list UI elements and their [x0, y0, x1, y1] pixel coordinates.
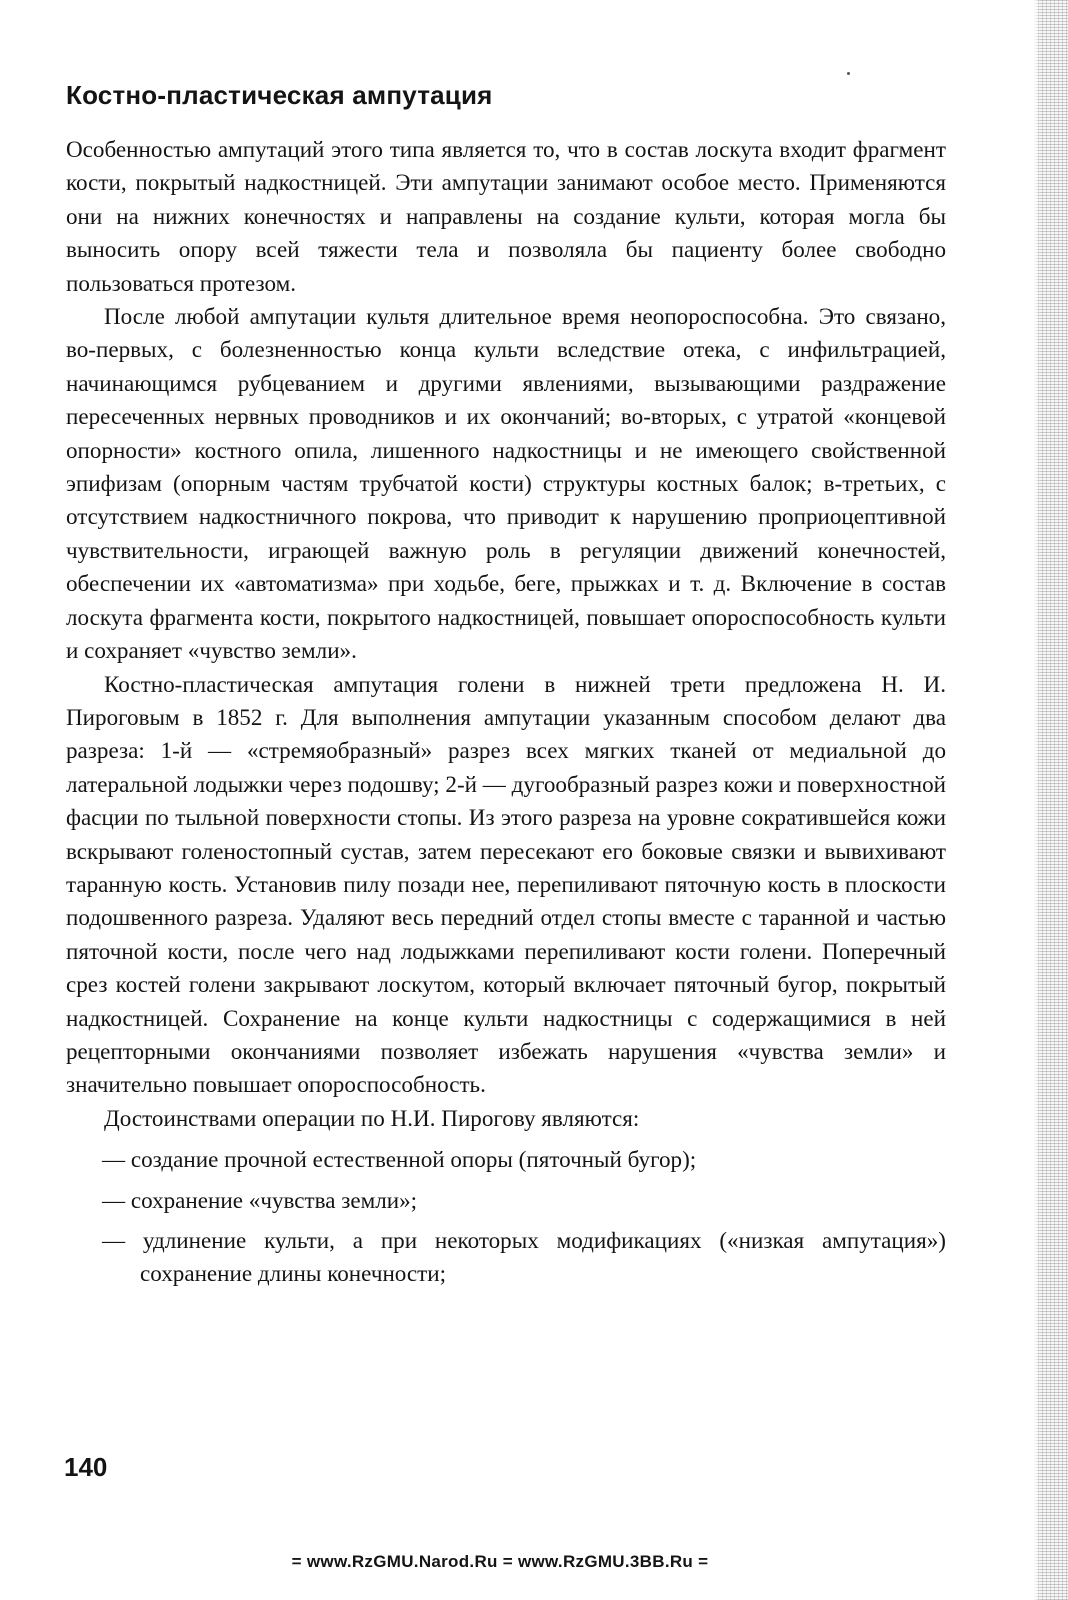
list-item: — удлинение культи, а при некоторых модификациях («низкая ампутация») сохранение длины конечности;	[102, 1227, 946, 1287]
page-content	[66, 80, 946, 1291]
paragraph-1: Особенностью ампутаций этого типа является то, что в состав лоскута входит фрагмент кости, покрытый надкостницей. Эти ампутации занимают особое место. Применяются они на нижних конечностях и направлены на создание культи, которая могла бы выносить опору всей тяжести тела и позволяла бы пациенту более свободно пользоваться протезом.	[66, 136, 946, 296]
advantages-list	[66, 1143, 946, 1291]
paragraph-4: Достоинствами операции по Н.И. Пирогову являются:	[104, 1104, 640, 1131]
page-number: 140	[64, 1452, 108, 1482]
paragraph-3: Костно-пластическая ампутация голени в нижней трети предложена Н. И. Пироговым в 1852 г. Для выполнения ампутации указанным способом делают два разреза: 1-й — «стремяобразный» разрез всех мягких тканей от медиальной до латеральной лодыжки через подошву; 2-й — дугообразный разрез кожи и поверхностной фасции по тыльной поверхности стопы. Из этого разреза на уровне сократившейся кожи вскрывают голеностопный сустав, затем пересекают его боковые связки и вывихивают таранную кость. Установив пилу позади нее, перепиливают пяточную кость в плоскости подошвенного разреза. Удаляют весь передний отдел стопы вместе с таранной и частью пяточной кости, после чего над лодыжками перепиливают кости голени. Поперечный срез костей голени закрывают лоскутом, который включает пяточный бугор, покрытый надкостницей. Сохранение на конце культи надкостницы с содержащимися в ней рецепторными окончаниями позволяет избежать нарушения «чувства земли» и значительно повышает опороспособность.	[66, 670, 946, 1098]
list-item: — сохранение «чувства земли»;	[102, 1186, 418, 1213]
section-heading: Костно-пластическая ампутация	[66, 80, 493, 110]
paragraph-2: После любой ампутации культя длительное время неопороспособна. Это связано, во-первых, с болезненностью конца культи вследствие отека, с инфильтрацией, начинающимся рубцеванием и другими явлениями, вызывающими раздражение пересеченных нервных проводников и их окончаний; во-вторых, с утратой «концевой опорности» костного опила, лишенного надкостницы и не имеющего свойственной эпифизам (опорным частям трубчатой кости) структуры костных балок; в-третьих, с отсутствием надкостничного покрова, что приводит к нарушению проприоцептивной чувствительности, играющей важную роль в регуляции движений конечностей, обеспечении их «автоматизма» при ходьбе, беге, прыжках и т. д. Включение в состав лоскута фрагмента кости, покрытого надкостницей, повышает опороспособность культи и сохраняет «чувство земли».	[66, 303, 946, 664]
footer-watermark: = www.RzGMU.Narod.Ru = www.RzGMU.3BB.Ru =	[291, 1552, 709, 1571]
list-item: — создание прочной естественной опоры (пяточный бугор);	[102, 1146, 697, 1173]
scan-speck	[847, 72, 850, 75]
page-edge-shadow	[1034, 0, 1068, 1600]
